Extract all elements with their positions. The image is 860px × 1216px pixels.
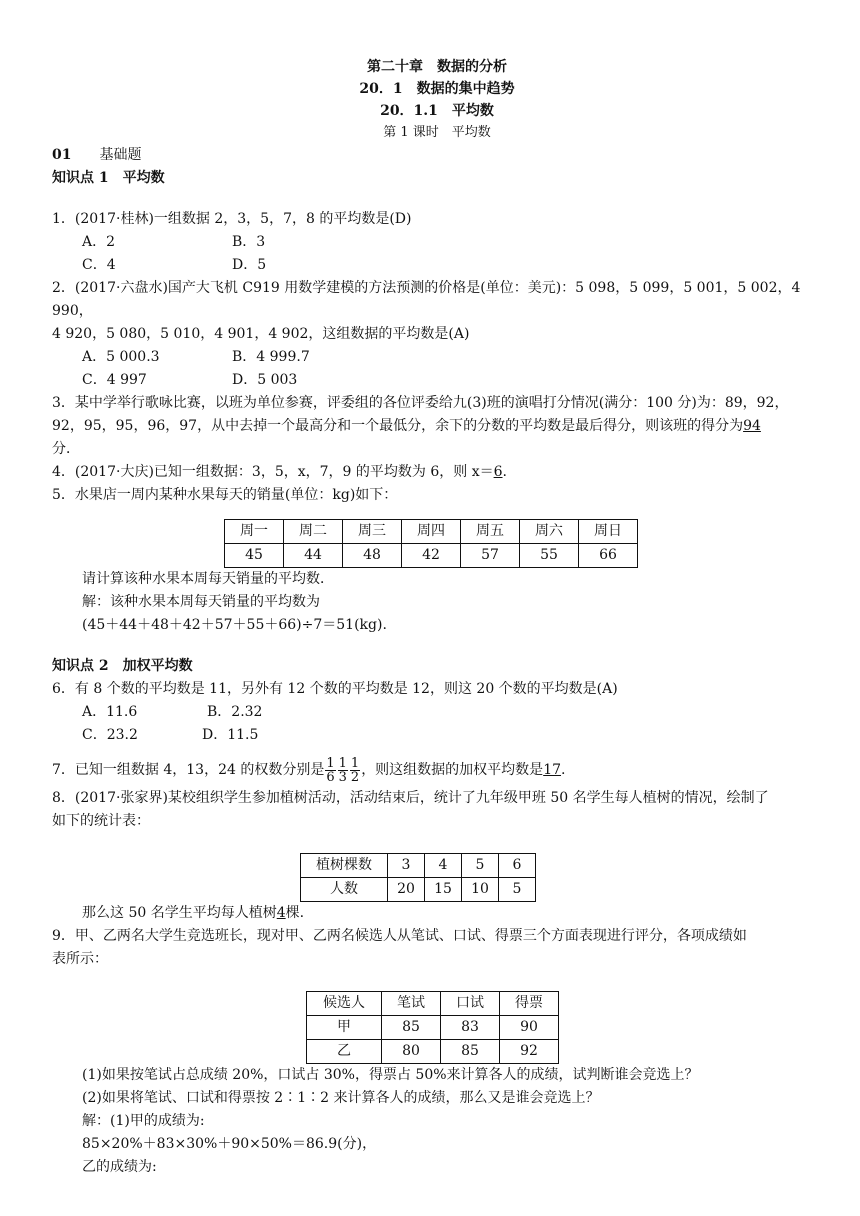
q9-header-cell: 得票 <box>500 992 559 1016</box>
q8-cell: 10 <box>462 878 499 902</box>
q3-line2 <box>52 415 822 438</box>
q7-fraction-num: 1 <box>350 755 360 771</box>
q6-options-row2 <box>52 724 822 747</box>
q5-header-cell: 周六 <box>520 520 579 544</box>
q9-solution-line2: 85×20%＋83×30%＋90×50%＝86.9(分)， <box>82 1136 377 1152</box>
q9-solution-line3: 乙的成绩为: <box>82 1159 157 1175</box>
q2-option-c: C．4 997 <box>82 372 147 388</box>
q9-ask1: (1)如果按笔试占总成绩 20%，口试占 30%，得票占 50%来计算各人的成绩，试判断谁会竞选上？ <box>82 1067 699 1083</box>
q5-ask: 请计算该种水果本周每天销量的平均数． <box>82 571 334 587</box>
q8-line2: 如下的统计表： <box>52 813 150 829</box>
q9-score-table <box>306 991 559 1064</box>
subsection-title: 20．1.1 平均数 <box>380 103 494 119</box>
q9-line2: 表所示： <box>52 951 108 967</box>
q5-header-cell: 周日 <box>579 520 638 544</box>
q8-row-trees <box>301 854 536 878</box>
q5-value-cell: 55 <box>520 544 579 568</box>
section-title: 20．1 数据的集中趋势 <box>359 81 515 97</box>
q5-solution-line2: (45＋44＋48＋42＋57＋55＋66)÷7＝51(kg). <box>82 617 387 633</box>
q9-header-cell: 候选人 <box>307 992 382 1016</box>
q9-header-cell: 口试 <box>441 992 500 1016</box>
q7-stem-end: . <box>561 762 566 778</box>
q9-cell: 83 <box>441 1016 500 1040</box>
q8-cell: 4 <box>425 854 462 878</box>
q8-cell: 15 <box>425 878 462 902</box>
q9-cell: 92 <box>500 1040 559 1064</box>
q3-answer: 94 <box>743 418 761 434</box>
q8-cell: 20 <box>388 878 425 902</box>
q5-value-row <box>225 544 638 568</box>
q8-cell: 5 <box>499 878 536 902</box>
q8-cell: 5 <box>462 854 499 878</box>
q5-value-cell: 66 <box>579 544 638 568</box>
q9-cell: 85 <box>382 1016 441 1040</box>
q8-answer-text: 那么这 50 名学生平均每人植树 <box>82 905 277 921</box>
q7-fraction-num: 1 <box>326 755 335 771</box>
q4-stem-text: 4．(2017·大庆)已知一组数据：3，5，x，7，9 的平均数为 6，则 x＝ <box>52 464 494 480</box>
q9-header-row <box>307 992 559 1016</box>
q7-stem-mid: ，则这组数据的加权平均数是 <box>361 762 544 778</box>
q5-value-cell: 48 <box>343 544 402 568</box>
q9-solution-line1: 解：(1)甲的成绩为: <box>82 1113 205 1129</box>
q6-option-d: D．11.5 <box>202 727 259 743</box>
q5-header-cell: 周四 <box>402 520 461 544</box>
q7-stem <box>52 753 822 787</box>
q4-stem <box>52 461 822 484</box>
q2-line1: 2．(2017·六盘水)国产大飞机 C919 用数学建模的方法预测的价格是(单位：美元)：5 098，5 099，5 001，5 002，4 990， <box>52 280 801 319</box>
q7-answer: 17 <box>543 762 562 778</box>
q3-line1: 3．某中学举行歌咏比赛，以班为单位参赛，评委组的各位评委给九(3)班的演唱打分情况(满分：100 分)为：89，92， <box>52 395 789 411</box>
q8-answer-line <box>52 902 822 925</box>
q9-ask2: (2)如果将笔试、口试和得票按 2∶1∶2 来计算各人的成绩，那么又是谁会竞选上？ <box>82 1090 600 1106</box>
q7-fraction-den: 3 <box>338 769 347 785</box>
q4-answer: 6 <box>493 464 503 480</box>
q8-answer-end: 棵. <box>285 905 305 921</box>
q7-stem-text: 7．已知一组数据 4，13，24 的权数分别是 <box>52 762 325 778</box>
q6-option-a: A．11.6 <box>82 704 138 720</box>
q8-line1: 8．(2017·张家界)某校组织学生参加植树活动，活动结束后，统计了九年级甲班 50 名学生每人植树的情况，绘制了 <box>52 790 769 806</box>
q1-option-a: A．2 <box>82 234 116 250</box>
q5-header-cell: 周一 <box>225 520 284 544</box>
part-heading <box>52 144 822 167</box>
q1-option-d: D．5 <box>232 257 267 273</box>
q8-cell: 6 <box>499 854 536 878</box>
q7-fraction-num: 1 <box>338 755 347 771</box>
kp1-title: 知识点 1 平均数 <box>52 170 165 186</box>
q8-row-label: 植树棵数 <box>301 854 388 878</box>
q3-line2-text: 92，95，95，96，97，从中去掉一个最高分和一个最低分，余下的分数的平均数是最后得分，则该班的得分为 <box>52 418 744 434</box>
q7-fraction <box>325 757 335 784</box>
q5-value-cell: 44 <box>284 544 343 568</box>
kp2-title: 知识点 2 加权平均数 <box>52 658 193 674</box>
q2-options-row2 <box>52 369 822 392</box>
q1-option-b: B．3 <box>232 234 266 250</box>
part-number: 01 <box>52 147 72 163</box>
q8-row-label: 人数 <box>301 878 388 902</box>
part-label: 基础题 <box>99 147 142 163</box>
q5-value-cell: 42 <box>402 544 461 568</box>
q3-line3: 分． <box>52 441 80 457</box>
q7-fraction <box>338 757 348 784</box>
q1-option-c: C．4 <box>82 257 116 273</box>
q2-option-a: A．5 000.3 <box>82 349 160 365</box>
q5-stem: 5．水果店一周内某种水果每天的销量(单位：kg)如下： <box>52 487 398 503</box>
q9-row-yi <box>307 1040 559 1064</box>
q5-value-cell: 45 <box>225 544 284 568</box>
q5-value-cell: 57 <box>461 544 520 568</box>
q9-line1: 9．甲、乙两名大学生竞选班长，现对甲、乙两名候选人从笔试、口试、得票三个方面表现进行评分，各项成绩如 <box>52 928 747 944</box>
q8-answer: 4 <box>276 905 286 921</box>
q1-options-row1 <box>52 231 822 254</box>
q5-solution-line1: 解：该种水果本周每天销量的平均数为 <box>82 594 320 610</box>
q9-cell: 乙 <box>307 1040 382 1064</box>
q7-fraction <box>350 757 360 784</box>
q5-sales-table <box>224 519 638 568</box>
q8-tree-table <box>300 853 536 902</box>
q5-header-cell: 周二 <box>284 520 343 544</box>
lesson-title: 第 1 课时 平均数 <box>383 125 491 140</box>
q5-header-row <box>225 520 638 544</box>
q7-fraction-den: 2 <box>350 769 360 785</box>
q2-option-b: B．4 999.7 <box>232 349 310 365</box>
q9-cell: 90 <box>500 1016 559 1040</box>
q6-options-row1 <box>52 701 822 724</box>
q8-row-people <box>301 878 536 902</box>
q4-stem-end: . <box>502 464 507 480</box>
q9-cell: 85 <box>441 1040 500 1064</box>
q5-header-cell: 周三 <box>343 520 402 544</box>
q7-fraction-den: 6 <box>326 769 335 785</box>
document-page <box>52 56 822 1179</box>
q2-options-row1 <box>52 346 822 369</box>
q9-cell: 80 <box>382 1040 441 1064</box>
q8-cell: 3 <box>388 854 425 878</box>
q1-options-row2 <box>52 254 822 277</box>
q9-row-jia <box>307 1016 559 1040</box>
q6-option-c: C．23.2 <box>82 727 138 743</box>
q1-stem: 1．(2017·桂林)一组数据 2，3，5，7，8 的平均数是(D) <box>52 211 412 227</box>
q9-cell: 甲 <box>307 1016 382 1040</box>
q5-header-cell: 周五 <box>461 520 520 544</box>
q6-stem: 6．有 8 个数的平均数是 11，另外有 12 个数的平均数是 12，则这 20 个数的平均数是(A) <box>52 681 618 697</box>
chapter-title: 第二十章 数据的分析 <box>367 59 507 75</box>
q9-header-cell: 笔试 <box>382 992 441 1016</box>
q6-option-b: B．2.32 <box>207 704 263 720</box>
q2-line2: 4 920，5 080，5 010，4 901，4 902，这组数据的平均数是(A) <box>52 326 470 342</box>
q2-option-d: D．5 003 <box>232 372 298 388</box>
